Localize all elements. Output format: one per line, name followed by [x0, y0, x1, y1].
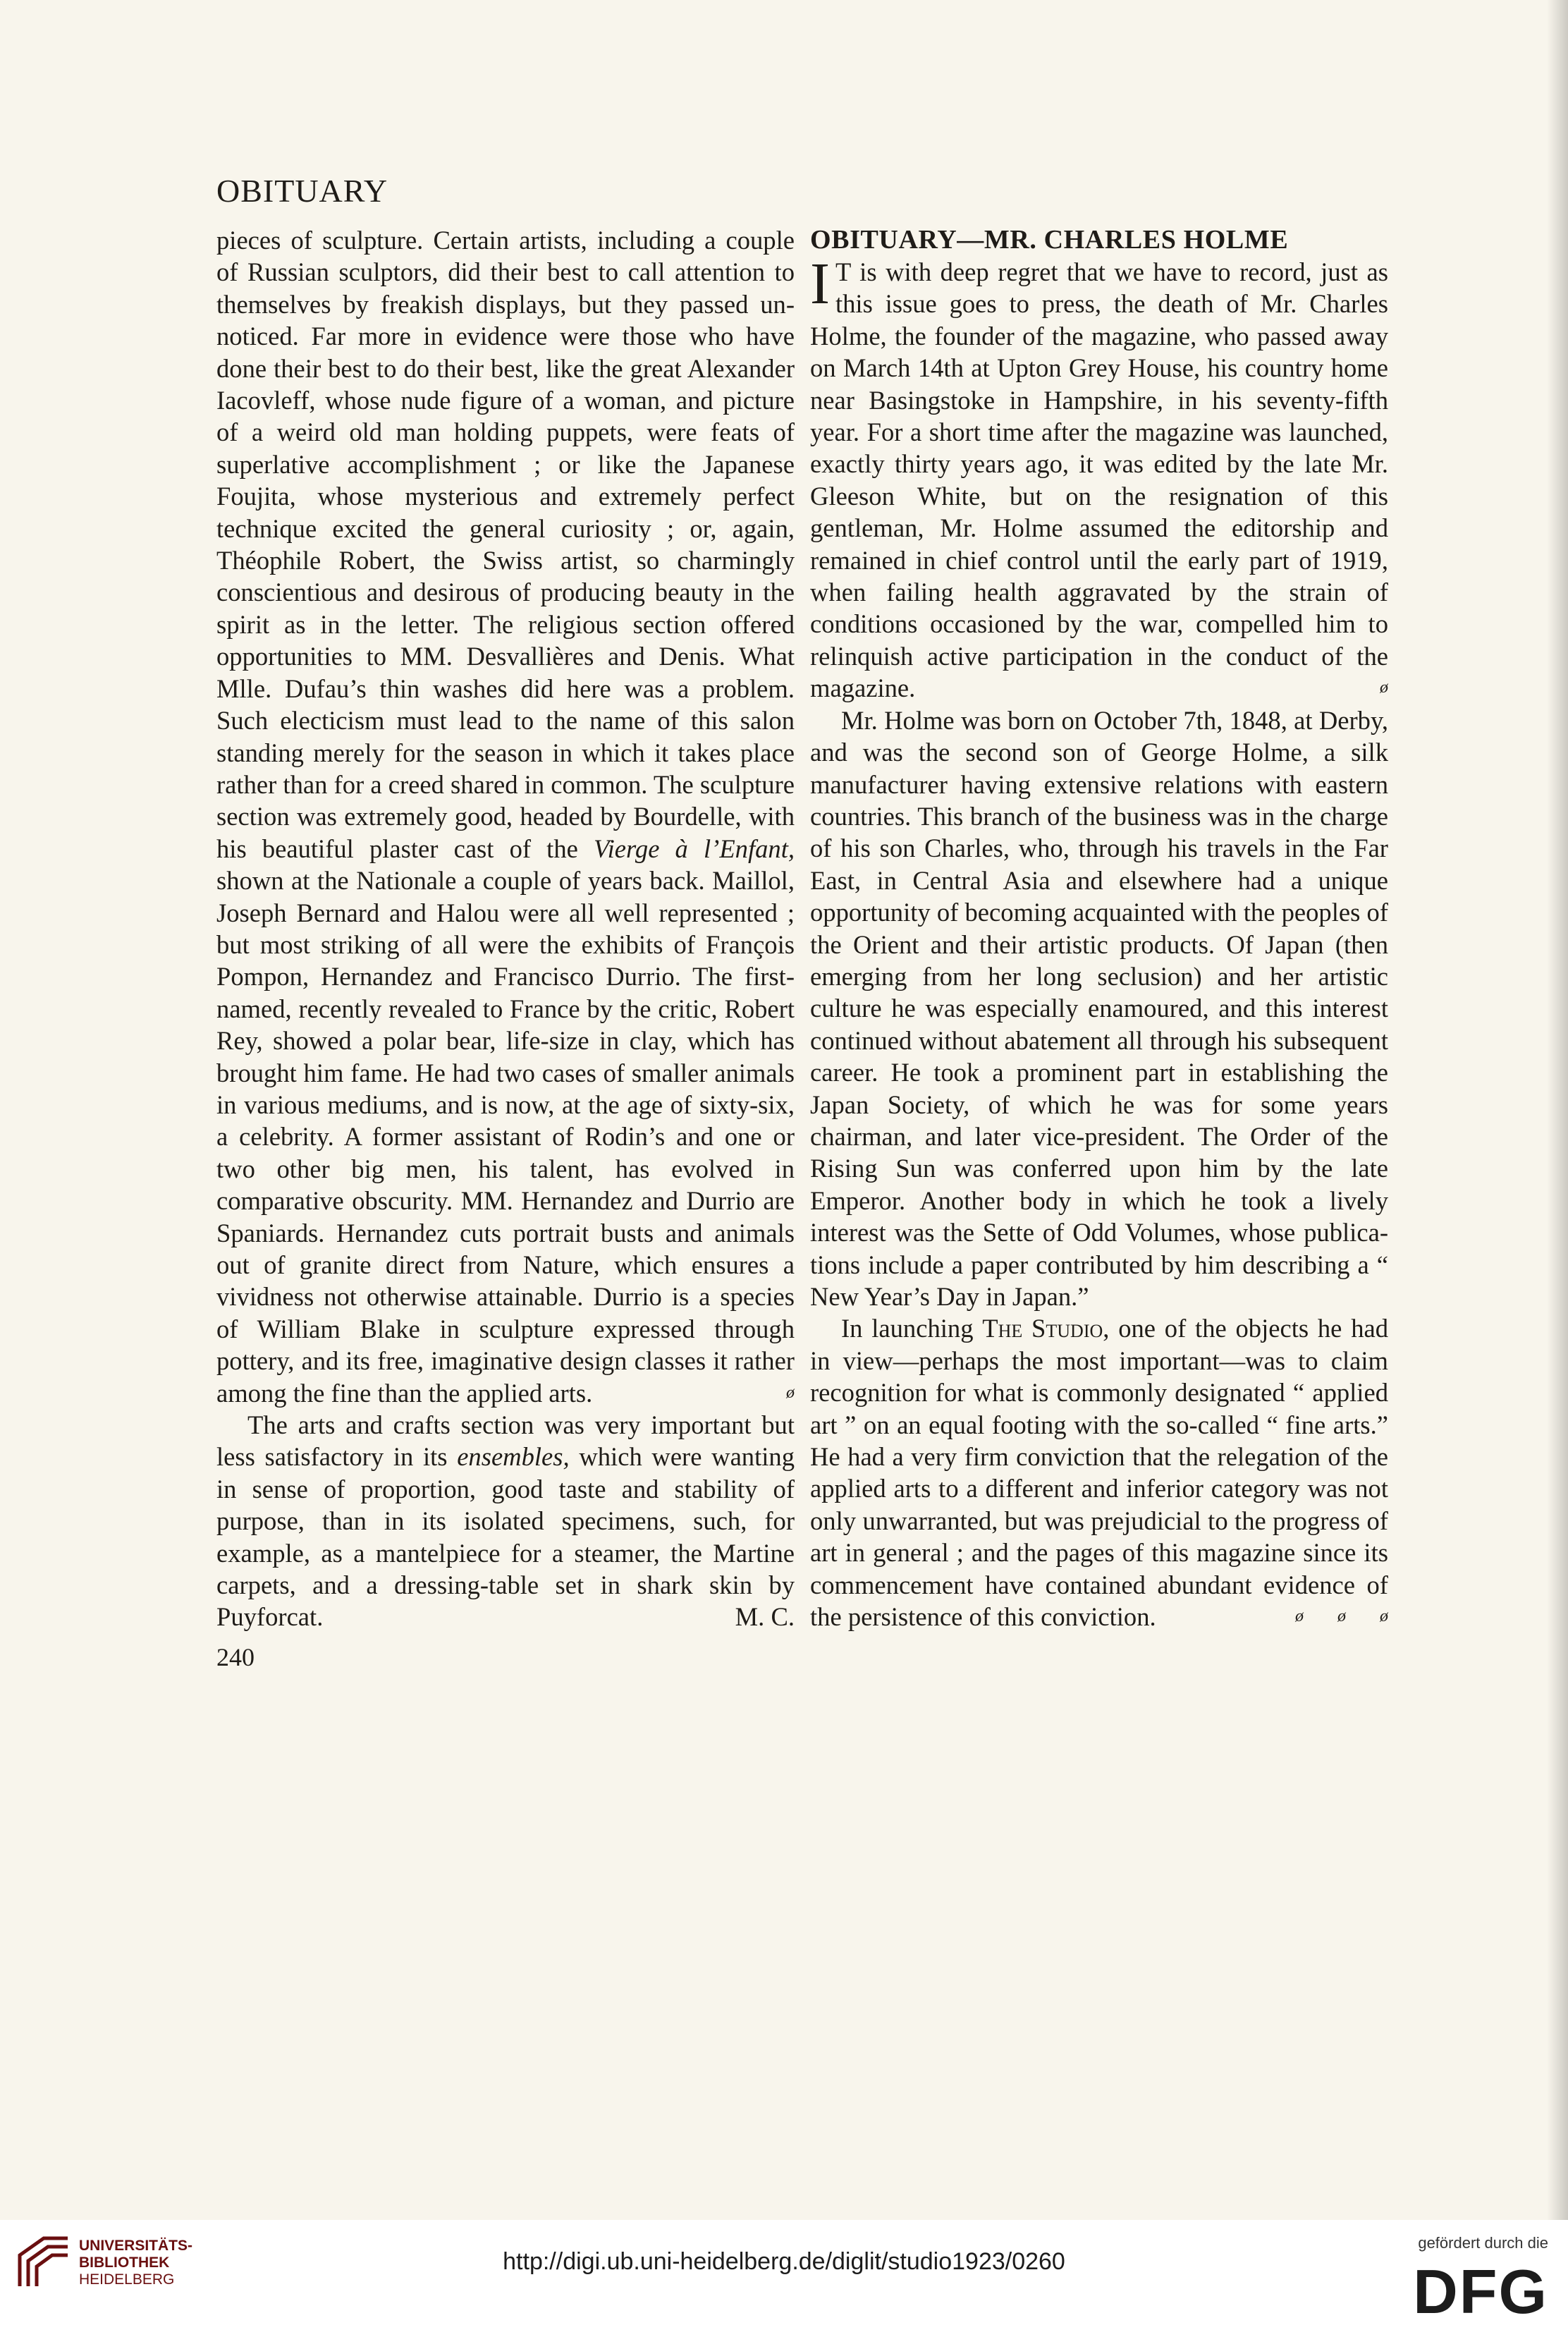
drop-cap: I: [810, 251, 830, 317]
ensembles-term: ensembles,: [457, 1442, 570, 1472]
magazine-name: The Studio: [982, 1314, 1103, 1343]
right-p3-rest: , one of the objects he had in view—perhaps the most important—was to claim recognition for what is commonly designated “ applied art ” on an equal footing with the so-called “ fine arts.” He had a very firm conviction that the relegation of the applied arts to a different and inferior category was not only unwarranted, but was prejudicial to the progress of art in general ; and the pages of this magazine since its commencement have contained abundant evidence of the persistence of this conviction.: [810, 1314, 1389, 1632]
dfg-logo: DFG: [1413, 2257, 1548, 2326]
ornament-icon: ø ø ø: [1295, 1607, 1388, 1626]
right-paragraph-2: [810, 704, 1388, 1313]
right-p3-start: In launching: [841, 1314, 983, 1343]
left-paragraph-2: [216, 1409, 795, 1633]
library-line-2: BIBLIOTHEK: [79, 2254, 170, 2271]
library-line-3: HEIDELBERG: [79, 2271, 175, 2288]
running-head: OBITUARY: [216, 173, 388, 209]
permalink-url[interactable]: http://digi.ub.uni-heidelberg.de/diglit/studio1923/0260: [503, 2248, 1065, 2275]
right-p2-text: Mr. Holme was born on October 7th, 1848, at Derby, and was the second son of George Holme, a silk manufacturer having extensive relations with eastern countries. This branch of the business was in the charge of his son Charles, who, through his travels in the Far East, in Central Asia and elsewhere had a unique opportunity of becoming acquainted with the peoples of the Orient and their artistic products. Of Japan (then emerging from her long seclusion) and her artistic culture he was especially enamoured, and this interest continued without abatement all through his subsequent career. He took a prominent part in establishing the Japan Society, of which he was for some years chairman, and later vice-president. The Order of the Rising Sun was conferred upon him by the late Emperor. Another body in which he took a lively interest was the Sette of Odd Volumes, whose publications include a paper contributed by him describing a “ New Year’s Day in Japan.”: [810, 705, 1388, 1311]
ornament-icon: ø: [1380, 678, 1388, 697]
left-p2-text: The arts and crafts section was very important but less satisfactory in its: [216, 1410, 795, 1472]
right-paragraph-3: [810, 1312, 1388, 1633]
left-paragraph-1: [216, 224, 795, 1409]
right-p1-text: T is with deep regret that we have to record, just as this issue goes to press, the death of Mr. Charles Holme, the founder of the magazine, who passed away on March 14th at Upton Grey House, his country home near Basingstoke in Hampshire, in his seventy-fifth year. For a short time after the magazine was launched, exactly thirty years ago, it was edited by the late Mr. Gleeson White, but on the resignation of this gentleman, Mr. Holme assumed the editorship and remained in chief control until the early part of 1919, when failing health aggravated by the strain of conditions occasioned by the war, compelled him to relinquish active participation in the conduct of the magazine.: [810, 257, 1388, 703]
page-number: 240: [216, 1642, 255, 1671]
right-paragraph-1: [810, 251, 1388, 704]
left-column: [216, 224, 795, 1671]
funding-label: gefördert durch die: [1418, 2234, 1548, 2252]
artwork-title: Vierge à l’Enfant,: [594, 834, 795, 863]
obituary-title: OBITUARY—MR. CHARLES HOLME: [810, 225, 1289, 255]
left-p1-rest: shown at the Nationale a couple of years back. Maillol, Joseph Bernard and Halou were all well represented ; but most striking of all were the exhibits of François Pompon, Hernandez and Francisco Durrio. The first-named, recently revealed to France by the critic, Robert Rey, showed a polar bear, life-size in clay, which has brought him fame. He had two cases of smaller animals in various mediums, and is now, at the age of sixty-six, a celebrity. A former assistant of Rodin’s and one or two other big men, his talent, has evolved in comparative obscurity. MM. Hernandez and Durrio are Spaniards. Hernandez cuts portrait busts and animals out of granite direct from Nature, which ensures a vividness not otherwise attainable. Durrio is a species of William Blake in sculpture expressed through pottery, and its free, imaginative design classes it rather among the fine than the applied arts.: [216, 866, 795, 1408]
right-column: [810, 224, 1388, 1633]
library-line-1: UNIVERSITÄTS-: [79, 2238, 193, 2254]
author-signature: M. C.: [735, 1602, 795, 1632]
ornament-icon: ø: [786, 1383, 795, 1402]
footer-bar: [0, 2220, 1568, 2337]
left-p2-rest: which were wanting in sense of proportion, good taste and stability of purpose, than in its isolated specimens, such, for example, as a mantelpiece for a steamer, the Martine carpets, and a dressing-table set in shark skin by Puyforcat.: [216, 1442, 795, 1632]
page-edge-shadow: [1547, 0, 1568, 2220]
left-p1-text: pieces of sculpture. Certain artists, including a couple of Russian sculptors, did their best to call attention to themselves by freakish displays, but they passed unnoticed. Far more in evidence were those who have done their best to do their best, like the great Alexander Iacovleff, whose nude figure of a woman, and picture of a weird old man holding puppets, were feats of superlative accomplishment ; or like the Japanese Foujita, whose mysterious and extremely perfect technique excited the general curiosity ; or, again, Théophile Robert, the Swiss artist, so charmingly conscientious and desirous of producing beauty in the spirit as in the letter. The religious section offered opportunities to MM. Desvallières and Denis. What Mlle. Dufau’s thin washes did here was a problem. Such electicism must lead to the name of this salon standing merely for the season in which it takes place rather than for a creed shared in common. The sculpture section was extremely good, headed by Bourdelle, with his beautiful plaster cast of the: [216, 226, 795, 863]
